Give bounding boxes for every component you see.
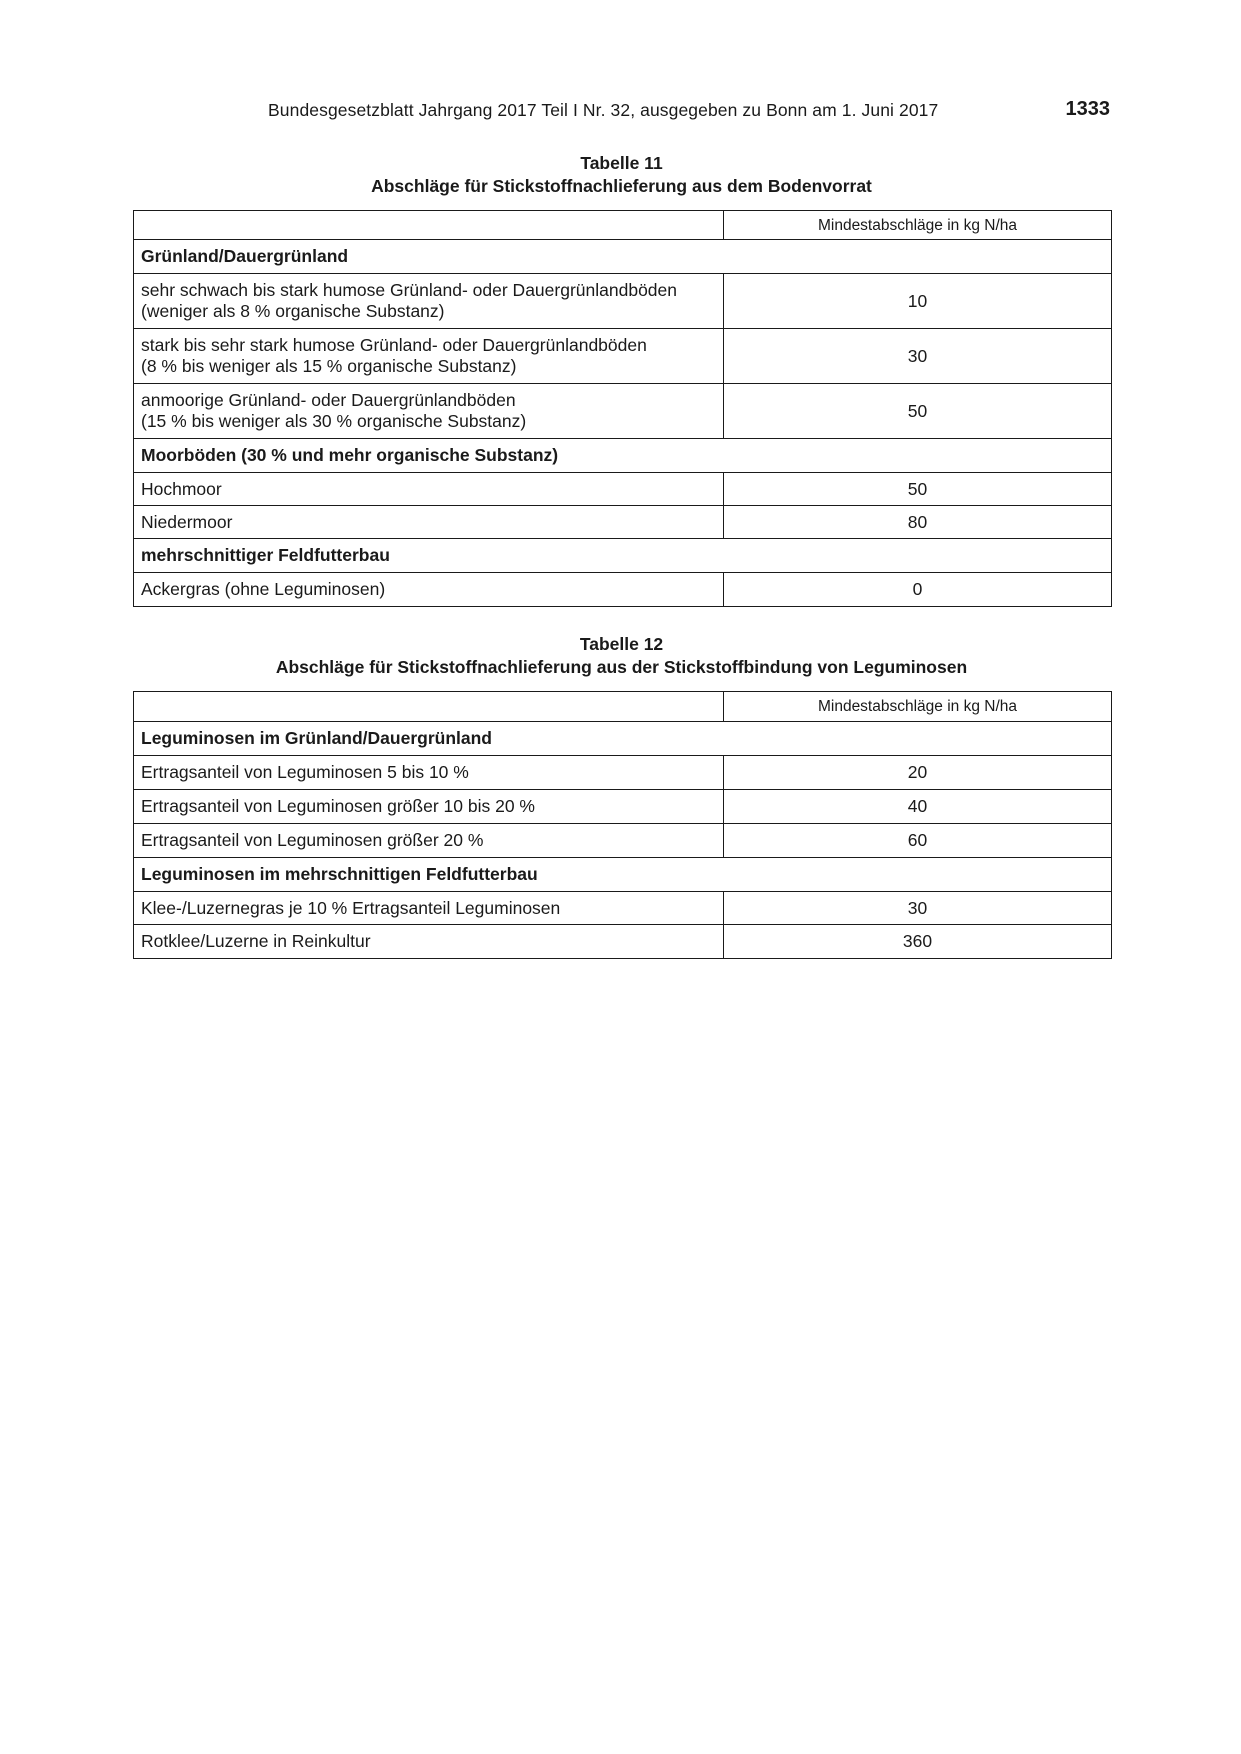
row-value: 360 <box>724 925 1112 959</box>
row-label: Rotklee/Luzerne in Reinkultur <box>134 925 724 959</box>
table11-title: Abschläge für Stickstoffnachlieferung aus dem Bodenvorrat <box>371 176 872 196</box>
running-title: Bundesgesetzblatt Jahrgang 2017 Teil I Nr. 32, ausgegeben zu Bonn am 1. Juni 2017 <box>268 100 939 120</box>
section-row <box>134 722 1112 756</box>
section-heading: Grünland/Dauergrünland <box>134 240 1112 274</box>
row-value: 60 <box>724 824 1112 858</box>
row-label <box>134 274 724 329</box>
header-empty-cell <box>134 692 724 722</box>
section-row <box>134 858 1112 892</box>
table-row <box>134 473 1112 506</box>
row-value: 80 <box>724 506 1112 539</box>
section-heading: Leguminosen im Grünland/Dauergrünland <box>134 722 1112 756</box>
table11-number: Tabelle 11 <box>580 153 663 173</box>
table-row <box>134 925 1112 959</box>
table-row <box>134 756 1112 790</box>
running-header <box>133 100 1110 124</box>
row-label-line: (15 % bis weniger als 30 % organische Substanz) <box>141 411 527 431</box>
table-row <box>134 824 1112 858</box>
section-row <box>134 439 1112 473</box>
section-heading: Moorböden (30 % und mehr organische Substanz) <box>134 439 1112 473</box>
table12 <box>133 691 1112 959</box>
section-row <box>134 539 1112 573</box>
table11 <box>133 210 1112 607</box>
table12-caption <box>133 633 1110 679</box>
row-label <box>134 384 724 439</box>
row-label: Ertragsanteil von Leguminosen größer 10 bis 20 % <box>134 790 724 824</box>
row-label: Hochmoor <box>134 473 724 506</box>
section-row <box>134 240 1112 274</box>
table-row <box>134 892 1112 925</box>
table-header-row <box>134 692 1112 722</box>
row-value: 50 <box>724 384 1112 439</box>
table11-caption <box>133 152 1110 198</box>
column-header: Mindestabschläge in kg N/ha <box>724 692 1112 722</box>
row-label-line: (8 % bis weniger als 15 % organische Substanz) <box>141 356 517 376</box>
row-value: 10 <box>724 274 1112 329</box>
row-label-line: sehr schwach bis stark humose Grünland- oder Dauergrünlandböden <box>141 280 677 300</box>
table12-number: Tabelle 12 <box>579 634 664 654</box>
row-label-line: (weniger als 8 % organische Substanz) <box>141 301 445 321</box>
row-value: 30 <box>724 892 1112 925</box>
section-heading: Leguminosen im mehrschnittigen Feldfutterbau <box>134 858 1112 892</box>
row-label-line: anmoorige Grünland- oder Dauergrünlandböden <box>141 390 516 410</box>
row-label: Ackergras (ohne Leguminosen) <box>134 573 724 607</box>
table-row <box>134 384 1112 439</box>
row-label: Niedermoor <box>134 506 724 539</box>
row-value: 30 <box>724 329 1112 384</box>
row-value: 50 <box>724 473 1112 506</box>
row-value: 40 <box>724 790 1112 824</box>
page-number: 1333 <box>1065 98 1110 120</box>
row-value: 20 <box>724 756 1112 790</box>
table-row <box>134 506 1112 539</box>
row-value: 0 <box>724 573 1112 607</box>
table-row <box>134 790 1112 824</box>
table-row <box>134 329 1112 384</box>
section-heading: mehrschnittiger Feldfutterbau <box>134 539 1112 573</box>
row-label-line: stark bis sehr stark humose Grünland- oder Dauergrünlandböden <box>141 335 647 355</box>
row-label: Ertragsanteil von Leguminosen 5 bis 10 % <box>134 756 724 790</box>
header-empty-cell <box>134 211 724 240</box>
row-label: Klee-/Luzernegras je 10 % Ertragsanteil Leguminosen <box>134 892 724 925</box>
table-header-row <box>134 211 1112 240</box>
table12-title: Abschläge für Stickstoffnachlieferung aus der Stickstoffbindung von Leguminosen <box>275 657 968 677</box>
row-label <box>134 329 724 384</box>
column-header: Mindestabschläge in kg N/ha <box>724 211 1112 240</box>
table-row <box>134 573 1112 607</box>
table-row <box>134 274 1112 329</box>
row-label: Ertragsanteil von Leguminosen größer 20 % <box>134 824 724 858</box>
